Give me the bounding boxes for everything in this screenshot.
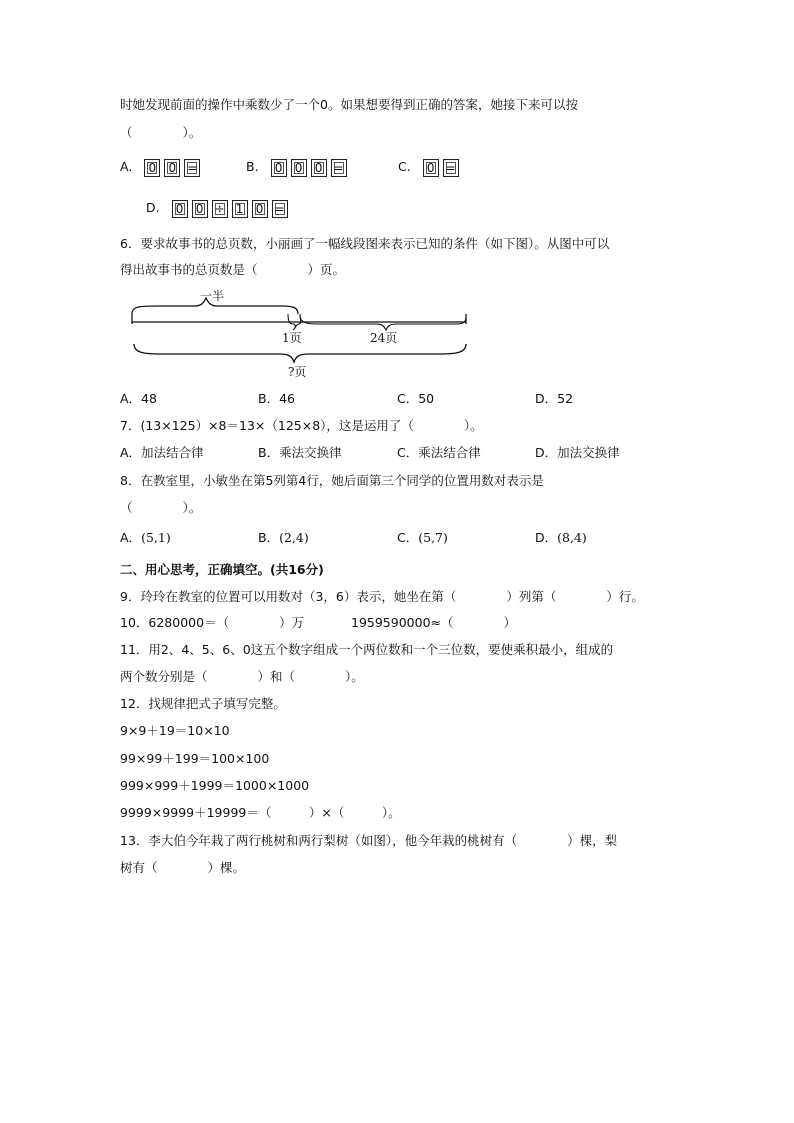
calculator-key-icon: 0 <box>291 159 307 177</box>
calculator-key-icon: = <box>184 159 200 177</box>
total-brace <box>134 344 466 362</box>
q10-part1: 10．6280000＝（ ）万 <box>120 615 305 630</box>
q6-option-b: B．46 <box>258 391 295 406</box>
calculator-keys <box>423 159 459 177</box>
calculator-key-icon: 0 <box>164 159 180 177</box>
option-value: (5,1) <box>141 530 171 545</box>
option-value: (8,4) <box>557 530 587 545</box>
option-label: D． <box>535 530 558 545</box>
q12-eq-1: 9×9＋19＝10×10 <box>120 723 230 738</box>
calculator-key-icon: 0 <box>423 159 439 177</box>
option-label: B. <box>246 159 259 174</box>
calculator-key-icon: 0 <box>271 159 287 177</box>
calculator-key-icon: 0 <box>311 159 327 177</box>
calculator-key-icon: 0 <box>252 200 268 218</box>
q7-option-d: D．加法交换律 <box>535 445 620 460</box>
calculator-key-icon: 0 <box>172 200 188 218</box>
calculator-keys <box>271 159 347 177</box>
q7-option-a: A．加法结合律 <box>120 445 204 460</box>
option-label: B． <box>258 530 280 545</box>
q7-text: 7．(13×125）×8＝13×（125×8），这是运用了（ ）。 <box>120 418 483 433</box>
calculator-key-icon: = <box>331 159 347 177</box>
q5-option-d <box>146 199 288 218</box>
calculator-key-icon: ÷ <box>212 200 228 218</box>
q13-text-line2: 树有（ ）棵。 <box>120 860 246 875</box>
q8-text-line1: 8．在教室里，小敏坐在第5列第4行，她后面第三个同学的位置用数对表示是 <box>120 473 544 488</box>
calculator-key-icon: 0 <box>192 200 208 218</box>
q11-text-line1: 11．用2、4、5、6、0这五个数字组成一个两位数和一个三位数，要使乘积最小，组成的 <box>120 642 614 657</box>
total-label: ?页 <box>288 365 307 379</box>
line-segment-diagram <box>120 288 480 380</box>
q13-text-line1: 13．李大伯今年栽了两行桃树和两行梨树（如图），他今年栽的桃树有（ ）棵，梨 <box>120 833 618 848</box>
option-label: C. <box>398 159 411 174</box>
q5-text-line2: （ ）。 <box>120 125 202 140</box>
option-label: C． <box>397 530 419 545</box>
q6-option-d: D．52 <box>535 391 574 406</box>
q5-option-c <box>398 158 459 177</box>
q11-text-line2: 两个数分别是（ ）和（ ）。 <box>120 669 364 684</box>
option-label: A. <box>120 159 133 174</box>
q10-part2: 1959590000≈（ ） <box>351 615 517 630</box>
option-label: A． <box>120 530 142 545</box>
q12-eq-4: 9999×9999＋19999＝（ ）×（ ）。 <box>120 805 401 820</box>
calculator-key-icon: 0 <box>144 159 160 177</box>
q6-option-c: C．50 <box>397 391 435 406</box>
calculator-keys <box>144 159 200 177</box>
calculator-key-icon: = <box>272 200 288 218</box>
pages24-label: 24页 <box>370 331 398 345</box>
q8-option-c <box>397 529 448 547</box>
q8-option-b <box>258 529 309 547</box>
q8-option-a <box>120 529 171 547</box>
q8-option-d <box>535 529 587 547</box>
q12-eq-3: 999×999＋1999＝1000×1000 <box>120 778 310 793</box>
calculator-keys <box>172 200 288 218</box>
q7-option-c: C．乘法结合律 <box>397 445 481 460</box>
option-label: D. <box>146 200 160 215</box>
q8-text-line2: （ ）。 <box>120 500 202 515</box>
q6-option-a: A．48 <box>120 391 157 406</box>
option-value: (2,4) <box>279 530 309 545</box>
one-page-label: 1页 <box>282 331 302 345</box>
q5-option-a <box>120 158 200 177</box>
calculator-key-icon: = <box>443 159 459 177</box>
q12-text: 12．找规律把式子填写完整。 <box>120 696 286 711</box>
q6-text-line2: 得出故事书的总页数是（ ）页。 <box>120 262 346 277</box>
option-value: (5,7) <box>418 530 448 545</box>
half-label: 一半 <box>200 289 225 303</box>
section2-heading: 二、用心思考，正确填空。(共16分) <box>120 562 324 577</box>
q7-option-b: B．乘法交换律 <box>258 445 342 460</box>
q5-text-line1: 时她发现前面的操作中乘数少了一个0。如果想要得到正确的答案，她接下来可以按 <box>120 97 578 112</box>
pages24-brace <box>300 316 466 330</box>
q6-text-line1: 6．要求故事书的总页数，小丽画了一幅线段图来表示已知的条件（如下图）。从图中可以 <box>120 236 610 251</box>
q5-option-b <box>246 158 347 177</box>
calculator-key-icon: 1 <box>232 200 248 218</box>
q9-text: 9．玲玲在教室的位置可以用数对（3，6）表示，她坐在第（ ）列第（ ）行。 <box>120 589 644 604</box>
q12-eq-2: 99×99＋199＝100×100 <box>120 751 270 766</box>
